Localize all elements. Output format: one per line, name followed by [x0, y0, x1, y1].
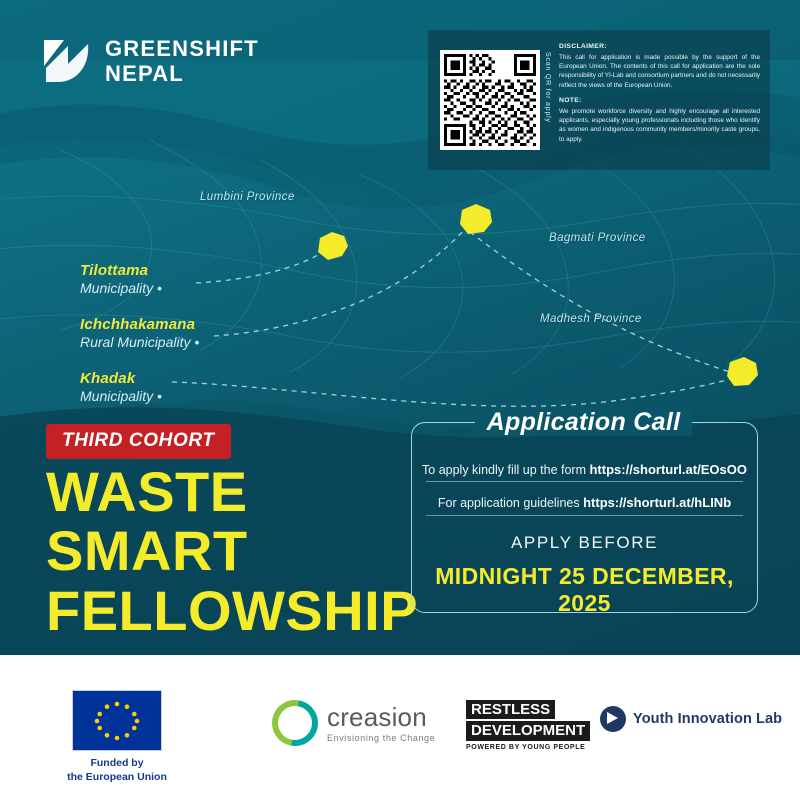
yil-name: Youth Innovation Lab: [633, 711, 783, 727]
province-label-madhesh: Madhesh Province: [540, 313, 642, 325]
guidelines-row: [412, 495, 757, 510]
restless-development-logo: [466, 700, 590, 751]
creasion-logo: [272, 700, 435, 746]
guidelines-link[interactable]: https://shorturl.at/hLINb: [583, 495, 732, 510]
eu-caption-line-2: the European Union: [67, 770, 167, 783]
disclaimer-text-block: [559, 42, 760, 170]
eu-caption-line-1: Funded by: [90, 757, 144, 769]
deadline-text: MIDNIGHT 25 DECEMBER, 2025: [435, 563, 734, 616]
disclaimer-panel: [428, 30, 770, 170]
title-line-1: WASTE: [46, 460, 248, 523]
application-call-title: [411, 408, 756, 437]
restless-line-2: DEVELOPMENT: [466, 721, 590, 740]
page-title: [46, 462, 418, 640]
note-heading: NOTE:: [559, 96, 582, 104]
status-badge: THIRD COHORT: [46, 424, 231, 459]
creasion-ring-icon: [263, 691, 327, 755]
disclaimer-body: This call for application is made possible by the support of the European Union. The contents of this call for application are the sole responsibility of YI-Lab and consortium partners and do not necessarily reflect the views of the European Union.: [559, 53, 760, 89]
yil-mark-icon: [600, 706, 626, 732]
apply-prefix: To apply kindly fill up the form: [422, 463, 590, 477]
greenshift-logo: [38, 34, 259, 88]
qr-code-icon: [444, 54, 536, 146]
municipality-type: Municipality •: [80, 280, 162, 297]
qr-code[interactable]: [440, 50, 540, 150]
logo-line-2: NEPAL: [105, 60, 184, 86]
creasion-tagline: Envisioning the Change: [327, 732, 436, 743]
municipality-list: [80, 262, 199, 424]
province-label-lumbini: Lumbini Province: [200, 191, 295, 203]
youth-innovation-lab-logo: [600, 706, 782, 732]
apply-before-label: APPLY BEFORE: [510, 533, 659, 552]
restless-tagline: POWERED BY YOUNG PEOPLE: [466, 743, 586, 751]
list-item: [80, 370, 199, 405]
greenshift-leaf-arrow-icon: [38, 34, 92, 88]
municipality-name: Tilottama: [80, 262, 149, 279]
municipality-type: Municipality •: [80, 388, 162, 405]
municipality-type: Rural Municipality •: [80, 334, 200, 351]
eu-flag-icon: [72, 690, 162, 751]
province-label-bagmati: Bagmati Province: [549, 232, 646, 244]
municipality-name: Ichchhakamana: [80, 316, 196, 334]
apply-link[interactable]: https://shorturl.at/EOsOO: [589, 462, 747, 477]
logo-line-1: GREENSHIFT: [105, 35, 259, 61]
qr-caption: Scan QR for apply: [544, 52, 551, 123]
disclaimer-heading: DISCLAIMER:: [559, 43, 607, 50]
list-item: [80, 262, 199, 297]
eu-funding-block: [42, 690, 192, 784]
guidelines-prefix: For application guidelines: [437, 496, 584, 510]
application-call-title-text: Application Call: [475, 408, 693, 436]
eu-funding-caption: [42, 757, 192, 784]
restless-line-1: RESTLESS: [466, 700, 555, 719]
note-body: We promote workforce diversity and highly encourage all interested applicants, especially young professionals including those who identify as women and indigenous community members/minority caste groups, to apply.: [559, 107, 760, 143]
municipality-name: Khadak: [80, 370, 136, 388]
divider: [426, 515, 743, 516]
list-item: [80, 316, 199, 351]
apply-row: [412, 462, 757, 477]
divider: [426, 481, 743, 482]
creasion-name: creasion: [327, 701, 427, 732]
application-call-card: [411, 422, 758, 616]
title-line-2: SMART: [46, 519, 248, 583]
title-line-3: FELLOWSHIP: [46, 578, 419, 642]
